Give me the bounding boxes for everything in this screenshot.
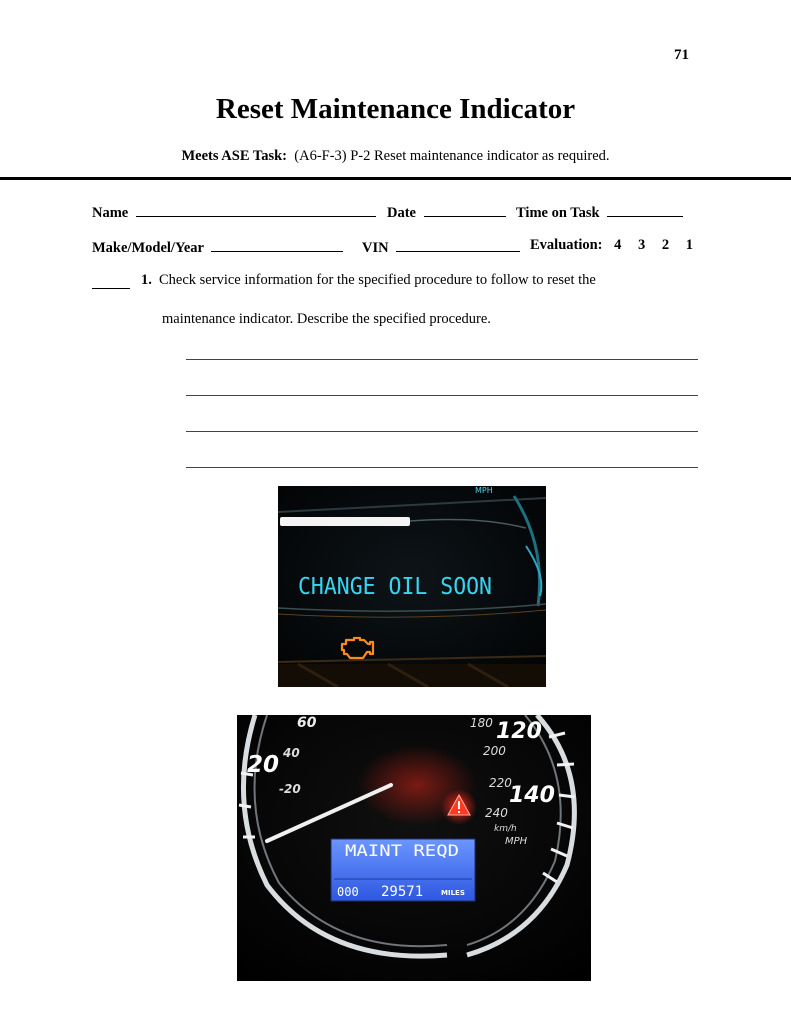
header-divider <box>0 177 791 180</box>
gauge-label-mph: MPH <box>505 836 528 847</box>
gauge-label-40: 40 <box>283 746 300 760</box>
gauge-label-kmh: km/h <box>494 824 517 834</box>
evaluation-row <box>530 237 693 254</box>
gauge-label-minus20: -20 <box>279 782 301 796</box>
step-check-blank[interactable] <box>92 288 130 289</box>
gauge-label-180: 180 <box>470 716 493 730</box>
change-oil-text: CHANGE OIL SOON <box>298 574 492 600</box>
step-text-line2: maintenance indicator. Describe the specified procedure. <box>162 311 491 327</box>
maint-reqd-photo <box>237 715 591 981</box>
vin-label: VIN <box>362 240 389 256</box>
evaluation-score-2[interactable]: 2 <box>661 237 670 253</box>
evaluation-score-3[interactable]: 3 <box>638 237 646 253</box>
time-row <box>516 202 683 222</box>
answer-line-1[interactable] <box>186 359 698 360</box>
answer-line-2[interactable] <box>186 395 698 396</box>
vin-row <box>362 237 520 257</box>
evaluation-score-1[interactable]: 1 <box>685 237 694 253</box>
name-label: Name <box>92 205 129 221</box>
odometer-prefix: 000 <box>337 885 359 899</box>
time-on-task-field[interactable] <box>607 202 683 217</box>
step-text-line1: Check service information for the specified procedure to follow to reset the <box>159 272 596 288</box>
date-label: Date <box>387 205 416 221</box>
gauge-label-220: 220 <box>489 776 512 790</box>
answer-line-3[interactable] <box>186 431 698 432</box>
gauge-label-60: 60 <box>297 715 317 731</box>
odometer-unit: MILES <box>441 889 465 897</box>
date-row <box>387 202 506 222</box>
step-number: 1. <box>141 272 152 288</box>
gauge-label-200: 200 <box>483 744 506 758</box>
gauge-label-120: 120 <box>496 719 542 744</box>
name-row <box>92 202 376 222</box>
ase-task-line <box>0 148 791 165</box>
name-field[interactable] <box>136 202 376 217</box>
vin-field[interactable] <box>396 237 520 252</box>
gauge-label-20: 20 <box>247 752 280 778</box>
odometer-reading: 29571 <box>381 884 424 900</box>
make-model-year-label: Make/Model/Year <box>92 240 204 256</box>
ase-task-label: Meets ASE Task: <box>181 148 288 164</box>
evaluation-label: Evaluation: <box>530 237 603 253</box>
mph-label: MPH <box>475 486 493 495</box>
change-oil-photo <box>278 486 546 687</box>
gauge-label-240: 240 <box>485 806 508 820</box>
maint-reqd-text: MAINT REQD <box>345 841 459 860</box>
evaluation-score-4[interactable]: 4 <box>614 237 622 253</box>
make-model-row <box>92 237 343 257</box>
time-on-task-label: Time on Task <box>516 205 600 221</box>
ase-task-text: (A6-F-3) P-2 Reset maintenance indicator as required. <box>294 148 610 164</box>
page-title: Reset Maintenance Indicator <box>215 93 576 125</box>
answer-line-4[interactable] <box>186 467 698 468</box>
gauge-label-140: 140 <box>509 783 555 808</box>
date-field[interactable] <box>424 202 506 217</box>
page-number: 71 <box>674 47 689 63</box>
make-model-year-field[interactable] <box>211 237 343 252</box>
